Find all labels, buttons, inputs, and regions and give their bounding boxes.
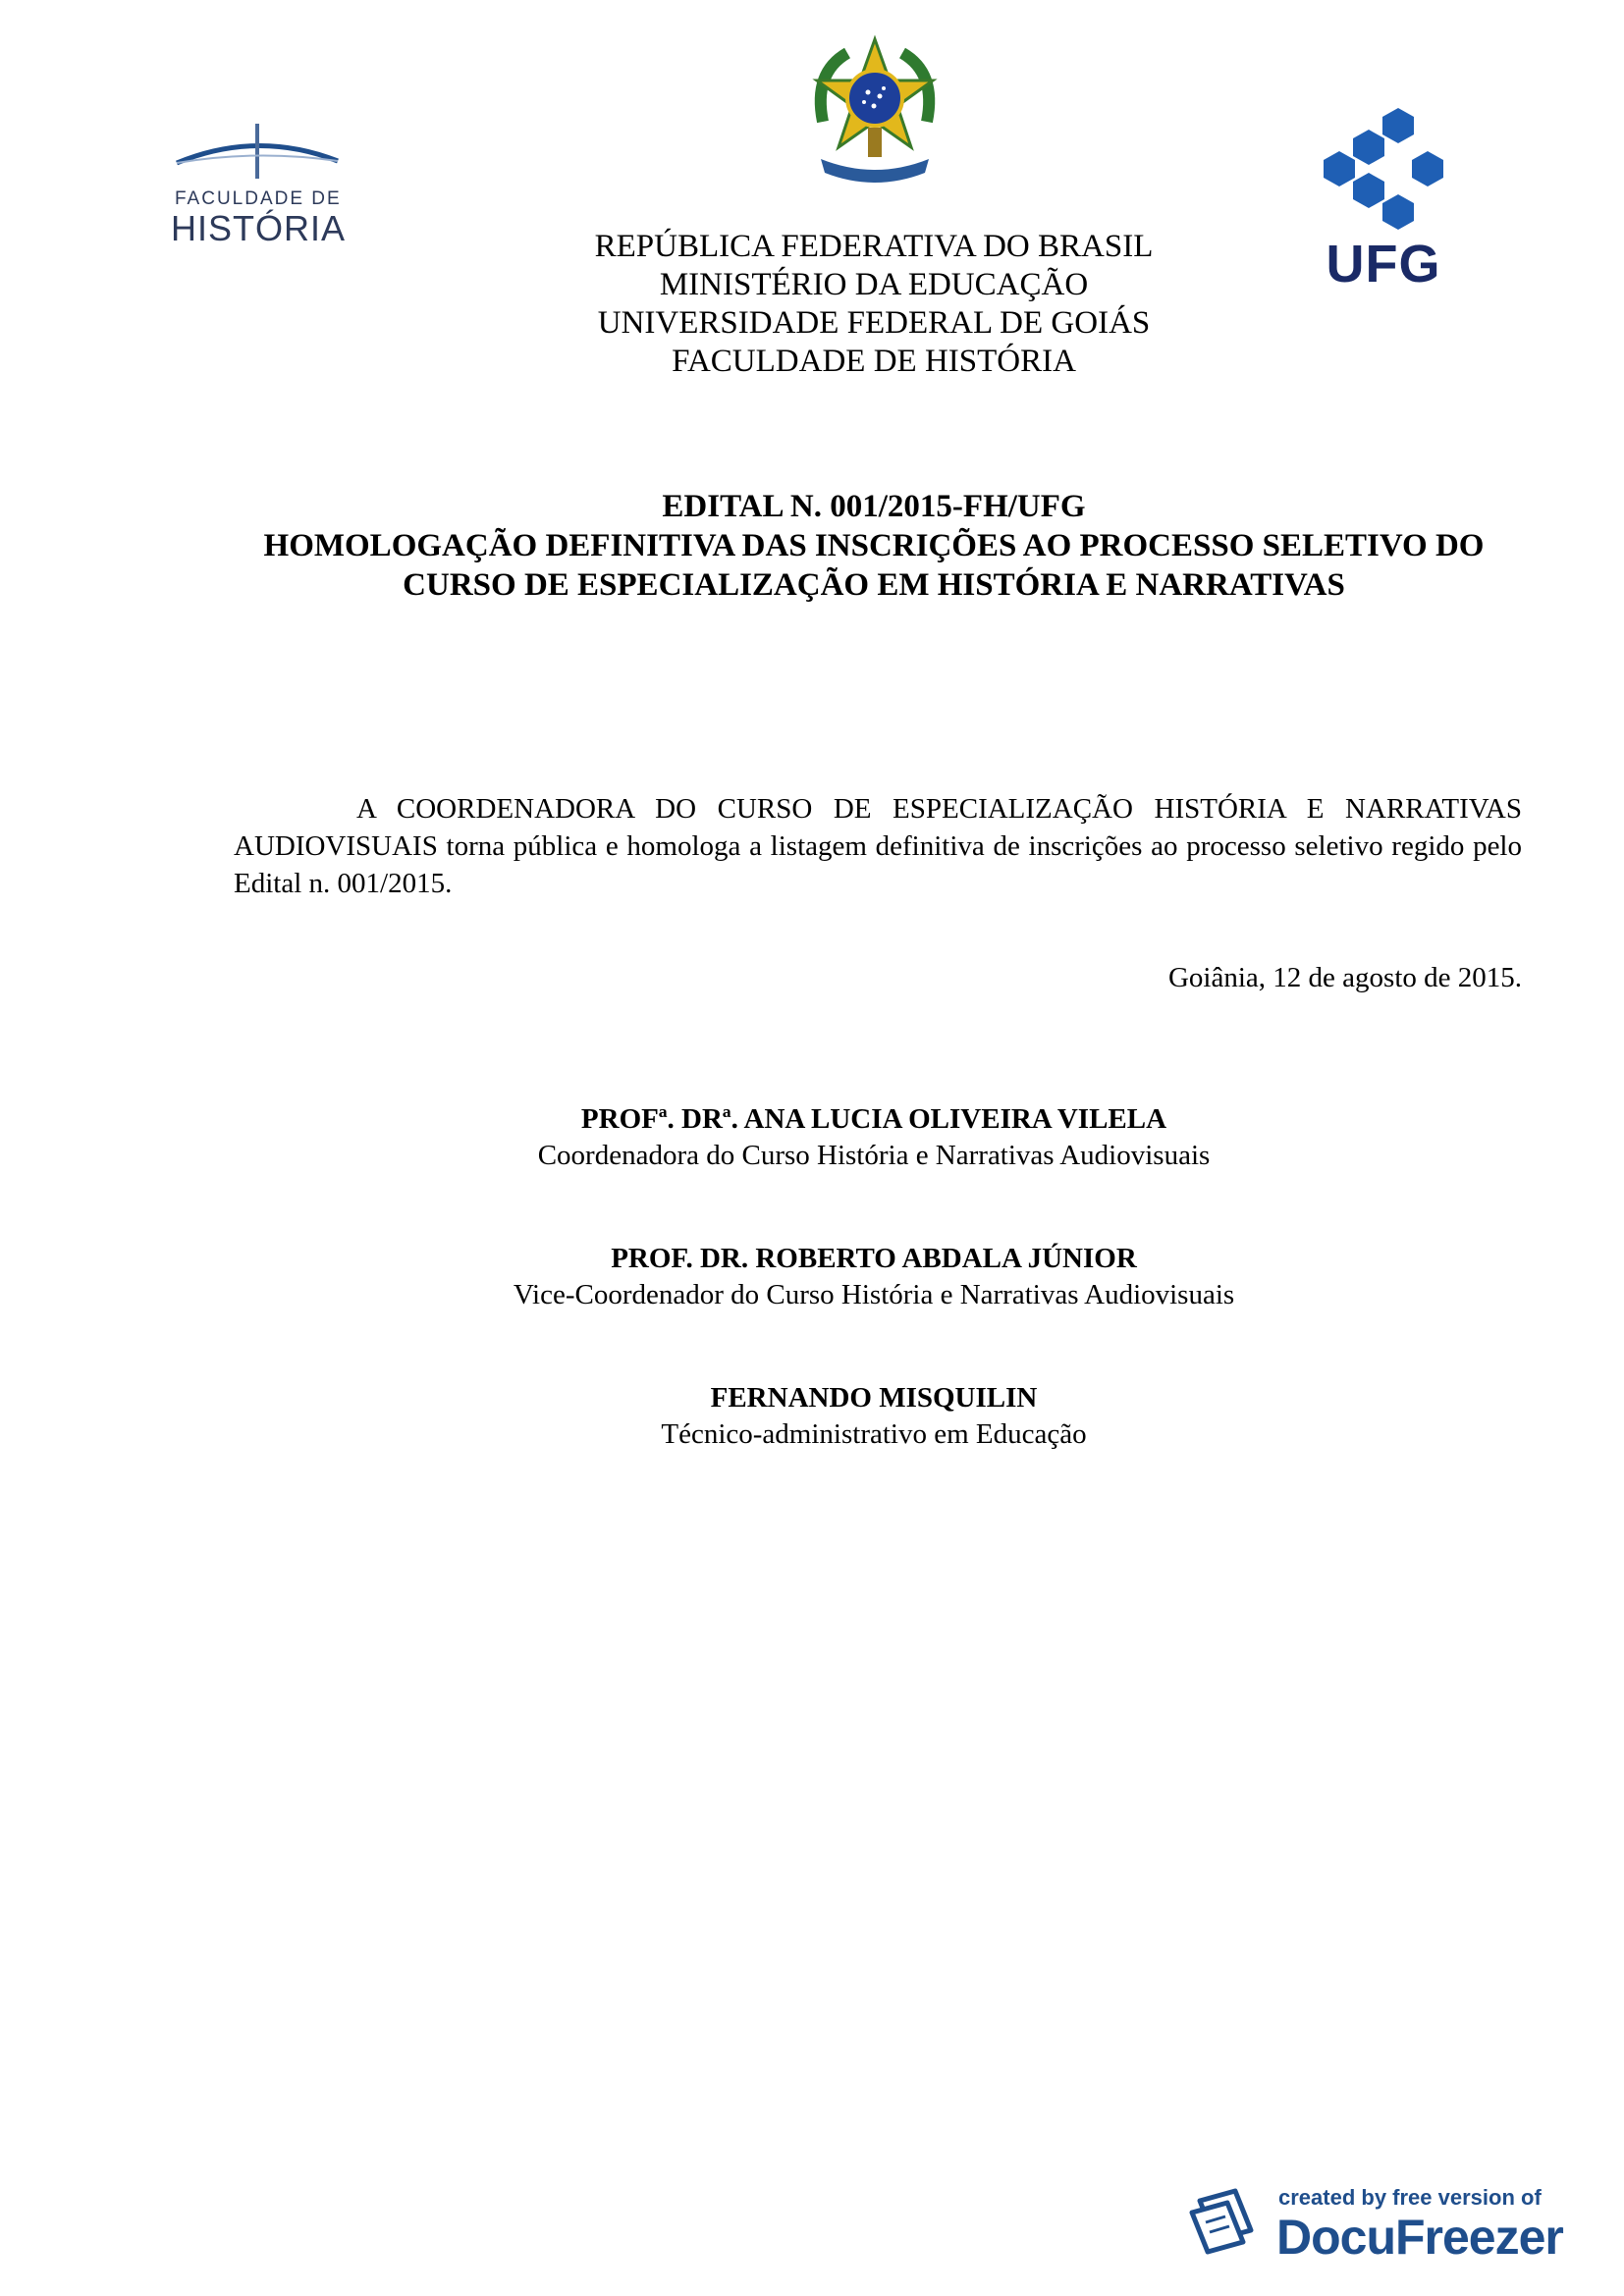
- signature-name: PROFª. DRª. ANA LUCIA OLIVEIRA VILELA: [580, 1103, 1167, 1135]
- header-line-faculdade: FACULDADE DE HISTÓRIA: [672, 344, 1076, 379]
- fh-logo-line1: FACULDADE DE: [175, 188, 342, 209]
- edital-subject-line2: CURSO DE ESPECIALIZAÇÃO EM HISTÓRIA E NARRATIVAS: [403, 567, 1345, 603]
- signature-block: [167, 1241, 1581, 1313]
- header-line-ministerio: MINISTÉRIO DA EDUCAÇÃO: [659, 267, 1089, 302]
- edital-number: EDITAL N. 001/2015-FH/UFG: [662, 489, 1086, 524]
- brasil-coat-of-arms-icon: [803, 33, 947, 192]
- docufreezer-watermark: [1186, 2179, 1589, 2268]
- header-line-republica: REPÚBLICA FEDERATIVA DO BRASIL: [594, 229, 1154, 264]
- signature-name: PROF. DR. ROBERTO ABDALA JÚNIOR: [611, 1243, 1137, 1274]
- header-line-universidade: UNIVERSIDADE FEDERAL DE GOIÁS: [597, 305, 1151, 341]
- edital-title: [167, 487, 1581, 605]
- document-stack-icon: [1186, 2183, 1265, 2262]
- signature-role: Coordenadora do Curso História e Narrativas Audiovisuais: [537, 1140, 1211, 1171]
- signature-block: [167, 1101, 1581, 1174]
- institution-header: [265, 228, 1483, 381]
- ufg-hexagons-icon: [1320, 108, 1447, 236]
- body-paragraph: [234, 790, 1522, 902]
- watermark-caption: created by free version of: [1278, 2185, 1542, 2210]
- fh-logo-mark-icon: [169, 122, 346, 190]
- signature-role: Técnico-administrativo em Educação: [661, 1418, 1087, 1450]
- watermark-brand: DocuFreezer: [1276, 2210, 1563, 2265]
- edital-subject-line1: HOMOLOGAÇÃO DEFINITIVA DAS INSCRIÇÕES AO PROCESSO SELETIVO DO: [263, 528, 1485, 563]
- signature-role: Vice-Coordenador do Curso História e Narrativas Audiovisuais: [513, 1279, 1235, 1310]
- body-paragraph-text: A COORDENADORA DO CURSO DE ESPECIALIZAÇÃO HISTÓRIA E NARRATIVAS AUDIOVISUAIS torna pública e homologa a listagem definitiva de inscrições ao processo seletivo regido pelo Edital n. 001/2015.: [234, 793, 1522, 899]
- document-date: Goiânia, 12 de agosto de 2015.: [1167, 962, 1522, 993]
- signature-block: [167, 1380, 1581, 1453]
- fh-logo-line2: HISTÓRIA: [171, 208, 347, 248]
- ufg-logo-text: UFG: [1326, 235, 1441, 294]
- signature-name: FERNANDO MISQUILIN: [710, 1382, 1038, 1414]
